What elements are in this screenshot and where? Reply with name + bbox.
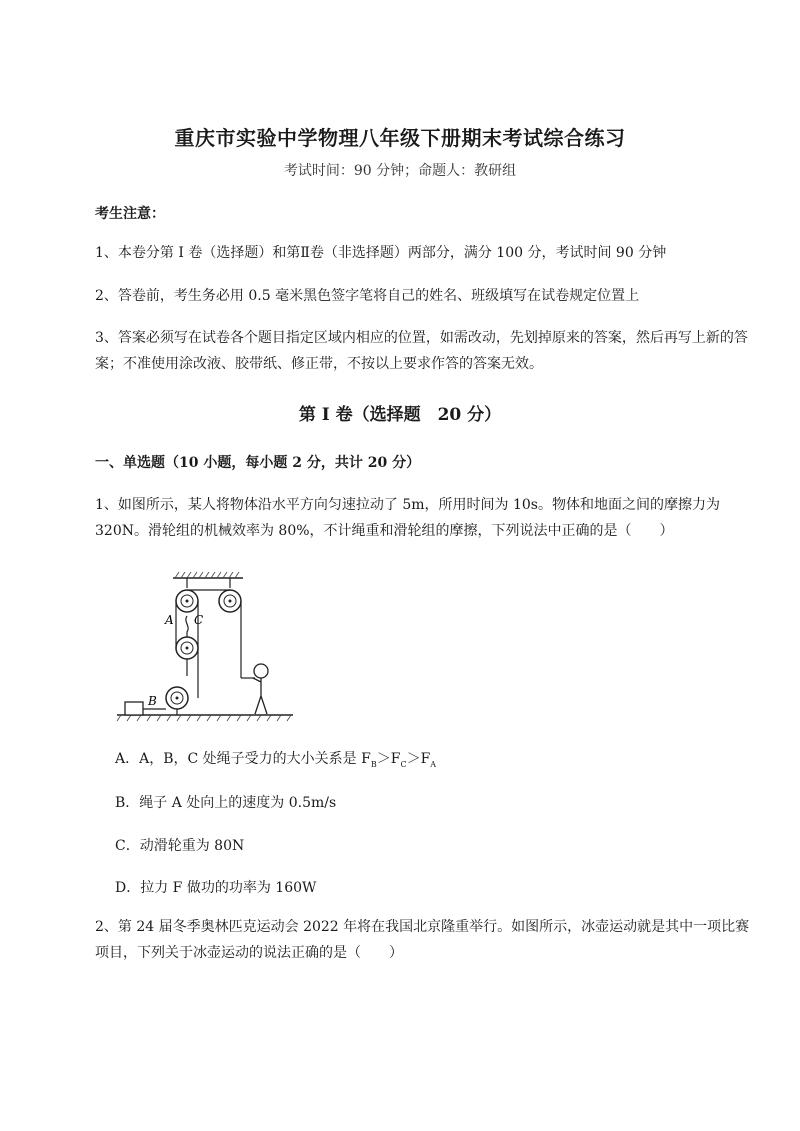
option-c: C．动滑轮重为 80N	[115, 838, 245, 854]
notice-item-1: 1、本卷分第 I 卷（选择题）和第Ⅱ卷（非选择题）两部分，满分 100 分，考试时间 90 分钟	[95, 245, 667, 261]
notice-item-2: 2、答卷前，考生务必用 0.5 毫米黑色签字笔将自己的姓名、班级填写在试卷规定位置上	[95, 288, 640, 304]
notice-heading: 考生注意：	[95, 206, 165, 222]
option-a-sub-b: B	[370, 759, 377, 769]
label-b: B	[148, 694, 157, 708]
option-a-gt-1: ＞F	[376, 751, 401, 767]
pulley-diagram	[115, 568, 295, 723]
option-d: D．拉力 F 做功的功率为 160W	[115, 880, 317, 896]
label-a: A	[165, 613, 174, 627]
section-title: 第 I 卷（选择题 20 分）	[298, 405, 502, 425]
option-a-gt-2: ＞F	[406, 751, 431, 767]
option-b: B．绳子 A 处向上的速度为 0.5m/s	[115, 795, 337, 811]
option-a-sub-c: C	[400, 759, 407, 769]
exam-title: 重庆市实验中学物理八年级下册期末考试综合练习	[174, 126, 626, 150]
notice-item-3: 3、答案必须写在试卷各个题目指定区域内相应的位置，如需改动，先划掉原来的答案，然后再写上新的答案；不准使用涂改液、胶带纸、修正带，不按以上要求作答的答案无效。	[95, 330, 748, 372]
question-2-stem: 2、第 24 届冬季奥林匹克运动会 2022 年将在我国北京隆重举行。如图所示，冰壶运动就是其中一项比赛项目，下列关于冰壶运动的说法正确的是（ ）	[95, 919, 750, 961]
option-a-sub-a: A	[430, 759, 437, 769]
part-heading: 一、单选题（10 小题，每小题 2 分，共计 20 分）	[95, 455, 421, 471]
question-1-stem: 1、如图所示，某人将物体沿水平方向匀速拉动了 5m，所用时间为 10s。物体和地面之间的摩擦力为 320N。滑轮组的机械效率为 80%，不计绳重和滑轮组的摩擦，下列说法中正确的是（ ）	[95, 497, 720, 539]
option-a	[115, 748, 436, 769]
label-c: C	[194, 613, 204, 627]
option-a-prefix: A．A，B，C 处绳子受力的大小关系是 F	[115, 751, 371, 767]
exam-subtitle: 考试时间：90 分钟；命题人：教研组	[283, 163, 517, 179]
